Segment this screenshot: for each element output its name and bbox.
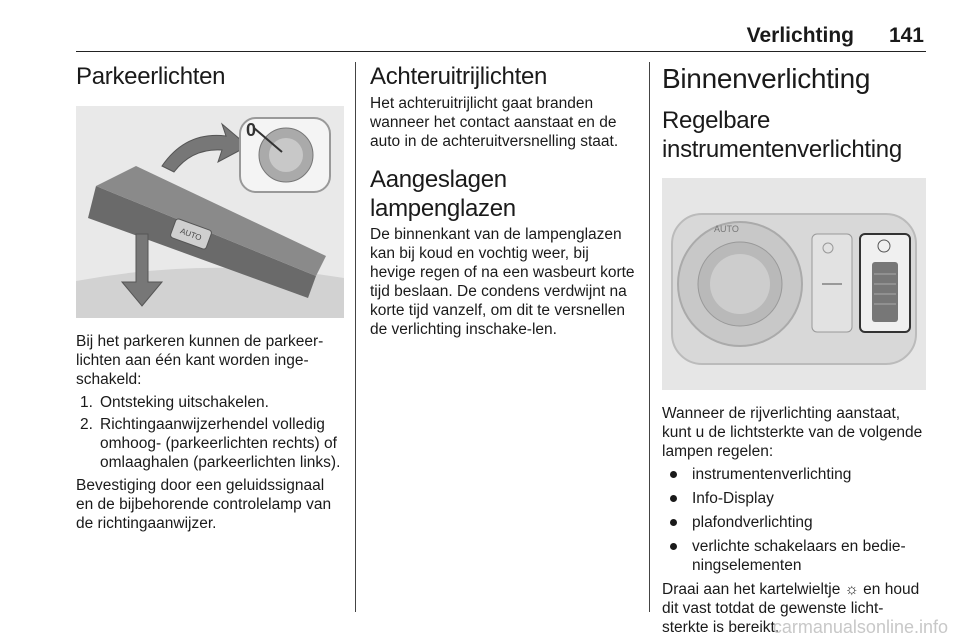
list-item: instrumentenverlichting <box>662 465 926 484</box>
figure-turn-signal-lever <box>76 106 344 318</box>
column-parkeerlichten <box>76 62 344 533</box>
reverse-light-text: Het achteruitrijlicht gaat branden wanneer het contact aanstaat en de auto in de achteruitversnelling staat. <box>370 95 619 150</box>
heading-regelbare-instrumentenverlichting: Regelbare instrumentenverlichting <box>662 107 902 163</box>
list-item: verlichte schakelaars en bedie-ningselementen <box>662 537 926 575</box>
dimmable-lamps-list <box>662 465 926 575</box>
turn-signal-lever-illustration <box>76 106 344 318</box>
light-switch-panel-illustration <box>662 178 926 390</box>
column-divider <box>355 62 356 612</box>
svg-text:AUTO: AUTO <box>178 226 203 243</box>
dial-mode-label: AUTO <box>714 224 739 234</box>
parking-light-steps <box>76 393 344 472</box>
section-title: Verlichting <box>746 24 854 47</box>
dimming-intro: Wanneer de rijverlichting aanstaat, kunt u de lichtsterkte van de volgende lampen regelen: <box>662 405 923 460</box>
heading-binnenverlichting: Binnenverlichting <box>662 63 871 94</box>
heading-parkeerlichten: Parkeerlichten <box>76 63 226 90</box>
watermark: carmanualsonline.info <box>772 617 948 637</box>
off-position-label: 0 <box>246 120 257 140</box>
thumbwheel-icon: ☼ <box>844 581 859 598</box>
column-divider <box>649 62 650 612</box>
list-item: 2. Richtingaanwijzerhendel volledig omhoog- (parkeerlichten rechts) of omlaaghalen (parkeerlichten links). <box>80 416 341 471</box>
fogged-lens-text: De binnenkant van de lampenglazen kan bij koud en vochtig weer, bij hevige regen of na een wasbeurt korte tijd beslaan. De condens verdwijnt na korte tijd vanzelf, om dit te versnellen de verlichting inschake-len. <box>370 226 635 338</box>
heading-aangeslagen-lampenglazen: Aangeslagen lampenglazen <box>370 166 516 222</box>
page-number: 141 <box>888 24 924 47</box>
column-binnenverlichting <box>662 62 926 637</box>
parking-light-intro: Bij het parkeren kunnen de parkeer-lichten aan één kant worden inge-schakeld: <box>76 333 324 388</box>
heading-achteruitrijlichten: Achteruitrijlichten <box>370 63 548 90</box>
dimming-instruction: Draai aan het kartelwieltje ☼ en houd dit vast totdat de gewenste licht-sterkte is bereikt. <box>662 581 920 636</box>
list-item: plafondverlichting <box>662 513 926 532</box>
parking-light-confirmation: Bevestiging door een geluidssignaal en de bijbehorende controlelamp van de richtingaanwijzer. <box>76 477 332 532</box>
page-header <box>76 22 926 52</box>
figure-light-switch-panel <box>662 178 926 390</box>
column-achteruitrijlichten <box>370 62 636 339</box>
list-item: 1. Ontsteking uitschakelen. <box>80 394 269 411</box>
list-item: Info-Display <box>662 489 926 508</box>
